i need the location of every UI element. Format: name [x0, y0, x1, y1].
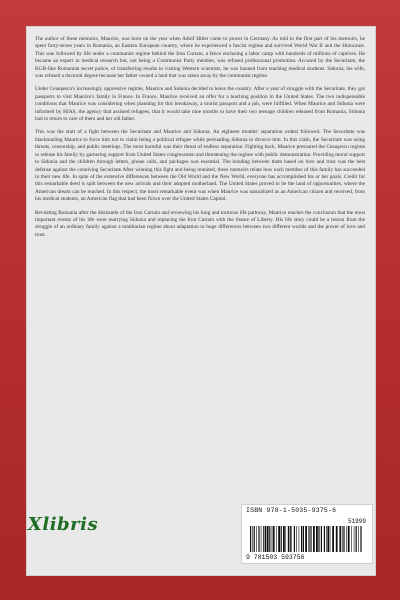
- synopsis-text: [35, 36, 365, 245]
- synopsis-paragraph-3: This was the start of a fight between the Securitate and Maurice and Sidonia. An eighteen months' separation ordeal followed. The Securitate was blackmailing Maurice to force him not to claim being a political refugee while persuading Sidonia to divorce him. In this clash, the Securitate was using threats, censorship, and public meetings. The most harmful was their threat of endless separation. Fighting back, Maurice pressured the Ceauşescu regime to release his family by garnering support from United States congressmen and threatening the regime with public demonstration. Providing moral support to Sidonia and the children through letters, phone calls, and packages was essential. The bonding between them based on love and trust was the best defense against the conniving Securitate.After winning this fight and being reunited, these memoirs relate how each member of this family has succeeded in their new life. In spite of the extensive differences between the Old World and the New World, everyone has accomplished his or her goals. Credit for this remarkable deed is split between the new arrivals and their adopted motherland. The United States proved to be the land of opportunities, where the American dream can be reached. In this respect, the most remarkable event was when Maurice was naturalized as an American citizen and received, from his medical students, an American flag that had been flown over the United States Capitol.: [35, 129, 365, 203]
- isbn-label: ISBN 978-1-5035-9375-6: [246, 507, 337, 514]
- synopsis-paragraph-1: The author of these memoirs, Maurice, was born on the year when Adolf Hitler came to power in Germany. As told in the first part of his memoirs, he spent forty-seven years in Romania, an Eastern European country, where he experienced a fascist regime and survived World War II and the Holocaust. This was followed by life under a communist regime behind the Iron Curtain, a fence enclosing a labor camp with hundreds of millions of captives. He became an expert in medical research but, not being a Communist Party member, was refused professional promotion. Accused by the Securitate, the KGB-like Romanian secret police, of transferring results to visiting Western scientists, he was banned from teaching medical students. Sidonia, his wife, was refused a doctoral degree because her father owned a land that was taken away by the communist regime.: [35, 36, 365, 80]
- publisher-logo-text: Xlibris: [27, 513, 99, 535]
- synopsis-paragraph-2: Under Ceauşescu's increasingly oppressive regime, Maurice and Sidonia decided to leave the country. After a year of struggle with the Securitate, they got passports to visit Maurice's family in France. In France, Maurice received an offer for a teaching position in the United States. The two indispensable conditions that Maurice was considering when planning for this breakaway, a tourist passport and a job, were fulfilled. When Maurice and Sidonia were informed by HIAS, the agency that assisted refugees, that it would take nine months to have their two teenage children released from Romania, Sidonia had to return to care of them and her old father.: [35, 86, 365, 123]
- barcode-box: [241, 504, 373, 564]
- barcode-icon: [250, 526, 364, 552]
- barcode-digits: 9 781503 593756: [246, 554, 305, 561]
- price-code: 51999: [347, 518, 366, 525]
- synopsis-paragraph-4: Revisiting Romania after the dismantle of the Iron Curtain and reviewing his long and tortuous life pathway, Maurice reaches the conclusion that the most important events of his life were marrying Sidonia and replacing the Iron Curtain with the Statue of Liberty. His life story could be a lesson from the struggle of an ordinary family against a totalitarian regime about adaptation to huge differences between two different worlds and the power of love and trust.: [35, 209, 365, 238]
- publisher-logo: [28, 512, 98, 536]
